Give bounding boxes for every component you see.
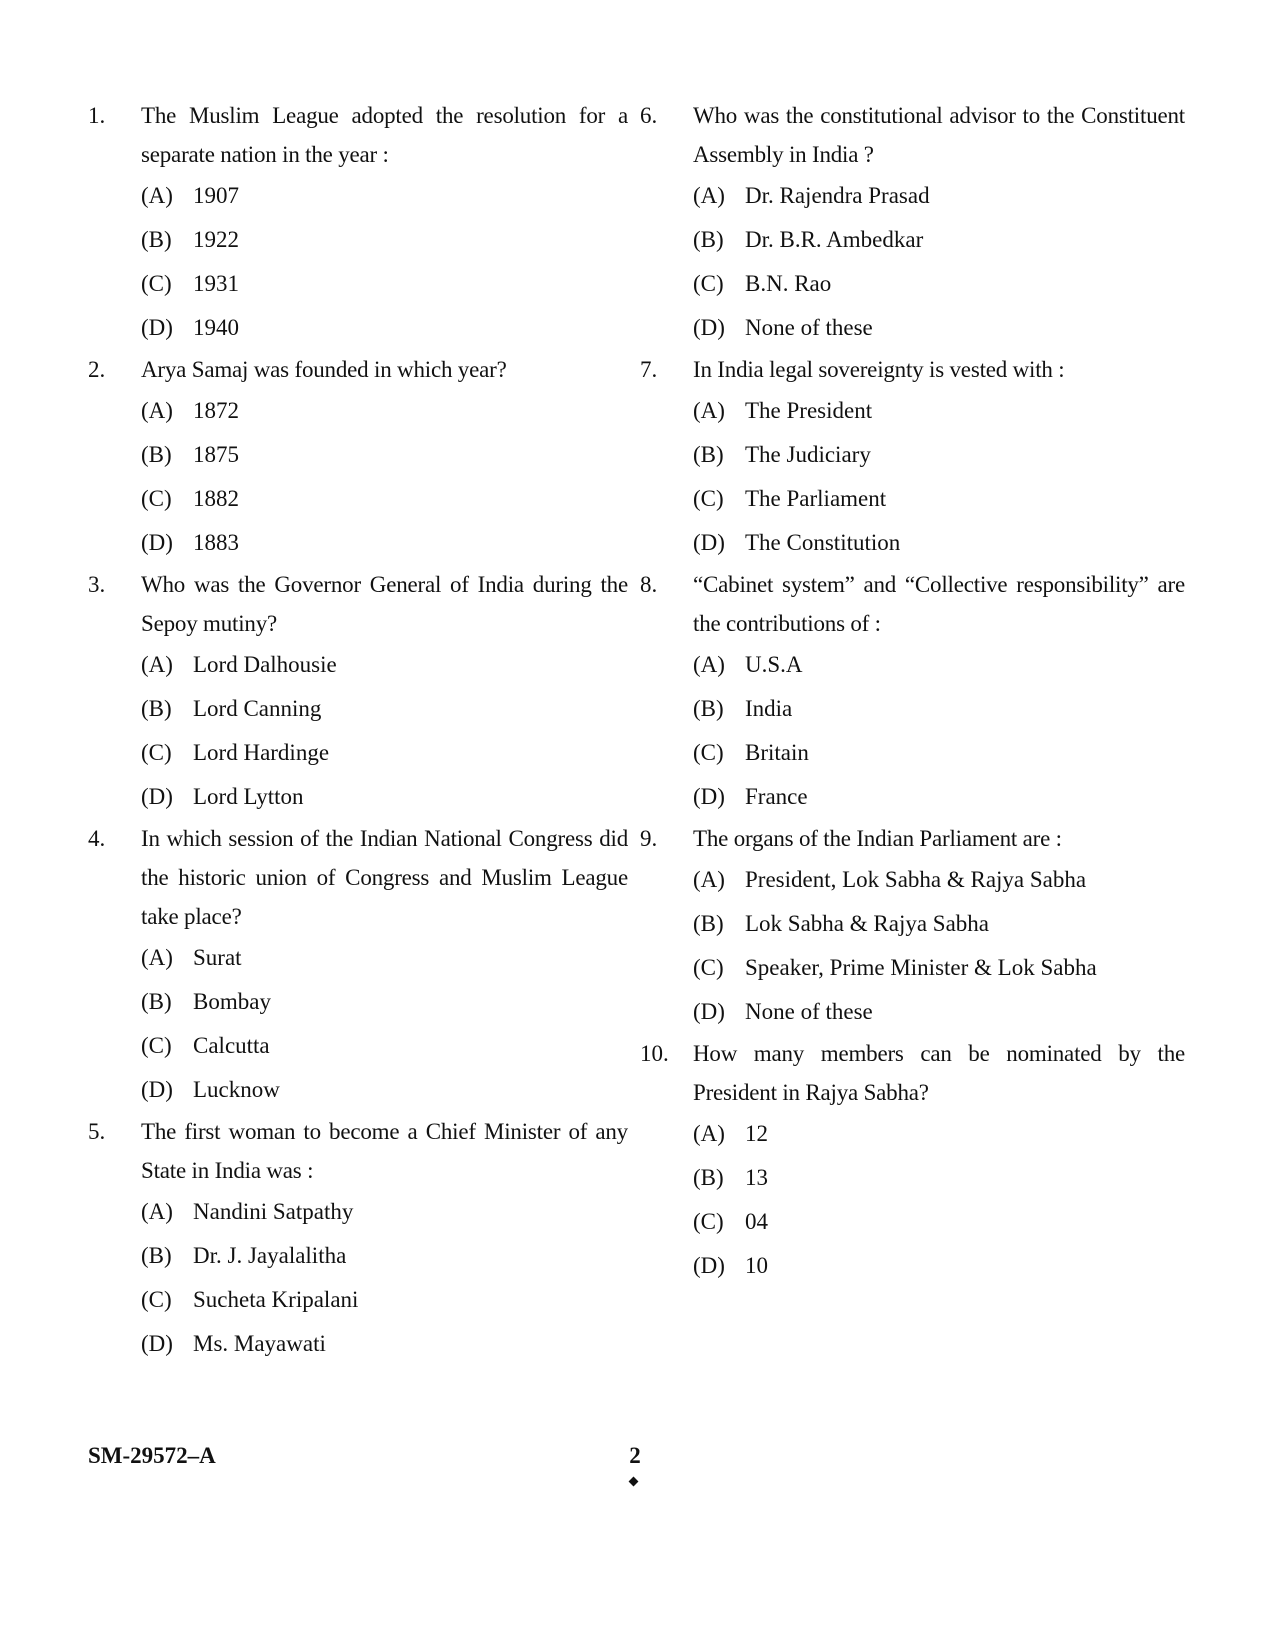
option-label: (B) [693, 696, 724, 721]
option-label: (B) [141, 989, 172, 1014]
question-text: In India legal sovereignty is vested with : [693, 357, 1065, 382]
option-text: 1940 [193, 315, 239, 340]
option-label: (D) [693, 999, 725, 1024]
option-label: (A) [141, 945, 173, 970]
question-1 [88, 96, 628, 350]
option-text: Surat [193, 945, 242, 970]
option-text: India [745, 696, 793, 721]
option-label: (D) [693, 784, 725, 809]
question-text: The organs of the Indian Parliament are : [693, 826, 1062, 851]
option-d [693, 1244, 1185, 1288]
option-d [693, 521, 1185, 565]
option-text: 1882 [193, 486, 239, 511]
option-label: (D) [141, 530, 173, 555]
option-list [693, 858, 1185, 1034]
option-label: (D) [693, 530, 725, 555]
question-9 [640, 819, 1185, 1034]
exam-code: SM-29572–A [88, 1443, 216, 1468]
option-text: Lord Hardinge [193, 740, 330, 765]
option-label: (C) [693, 955, 724, 980]
option-c [141, 1024, 628, 1068]
option-label: (D) [141, 1077, 173, 1102]
option-d [141, 521, 628, 565]
option-text: Ms. Mayawati [193, 1331, 326, 1356]
option-label: (B) [693, 911, 724, 936]
question-5 [88, 1112, 628, 1366]
question-number: 1. [88, 103, 106, 128]
option-text: Bombay [193, 989, 271, 1014]
option-text: B.N. Rao [745, 271, 832, 296]
option-b [141, 980, 628, 1024]
option-c [693, 262, 1185, 306]
option-label: (C) [693, 740, 724, 765]
option-a [693, 174, 1185, 218]
question-7 [640, 350, 1185, 565]
option-a [141, 174, 628, 218]
option-text: Lord Dalhousie [193, 652, 337, 677]
option-a [693, 389, 1185, 433]
question-text: In which session of the Indian National Congress did the historic union of Congress and Muslim League take place? [141, 826, 628, 929]
option-text: The Constitution [745, 530, 901, 555]
option-label: (A) [141, 183, 173, 208]
option-text: The President [745, 398, 873, 423]
question-number: 6. [640, 103, 658, 128]
diamond-icon [629, 1477, 639, 1487]
option-label: (C) [141, 1033, 172, 1058]
option-list [141, 936, 628, 1112]
option-b [141, 218, 628, 262]
option-label: (D) [693, 1253, 725, 1278]
option-d [141, 775, 628, 819]
option-b [693, 687, 1185, 731]
option-text: Lord Canning [193, 696, 322, 721]
option-b [141, 1234, 628, 1278]
option-text: Britain [745, 740, 809, 765]
option-text: 1875 [193, 442, 239, 467]
option-d [693, 775, 1185, 819]
option-list [693, 174, 1185, 350]
option-label: (C) [141, 1287, 172, 1312]
option-list [141, 1190, 628, 1366]
option-text: 04 [745, 1209, 768, 1234]
option-b [141, 687, 628, 731]
question-number: 7. [640, 357, 658, 382]
option-label: (D) [141, 1331, 173, 1356]
option-text: Dr. J. Jayalalitha [193, 1243, 347, 1268]
option-label: (B) [693, 442, 724, 467]
option-text: Lord Lytton [193, 784, 304, 809]
question-text: The Muslim League adopted the resolution for a separate nation in the year : [141, 103, 628, 167]
option-text: 1883 [193, 530, 239, 555]
option-label: (A) [693, 1121, 725, 1146]
option-d [693, 306, 1185, 350]
option-text: 1872 [193, 398, 239, 423]
option-list [141, 389, 628, 565]
option-b [693, 902, 1185, 946]
option-text: 12 [745, 1121, 768, 1146]
option-label: (B) [693, 1165, 724, 1190]
question-10 [640, 1034, 1185, 1288]
option-text: 1931 [193, 271, 239, 296]
option-d [141, 1322, 628, 1366]
option-list [693, 1112, 1185, 1288]
option-text: President, Lok Sabha & Rajya Sabha [745, 867, 1087, 892]
option-label: (D) [141, 784, 173, 809]
right-column [640, 96, 1185, 1288]
option-a [693, 643, 1185, 687]
option-label: (C) [141, 271, 172, 296]
option-a [141, 389, 628, 433]
left-column [88, 96, 628, 1366]
question-number: 5. [88, 1119, 106, 1144]
option-a [693, 1112, 1185, 1156]
question-text: The first woman to become a Chief Minister of any State in India was : [141, 1119, 628, 1183]
option-label: (A) [693, 183, 725, 208]
option-text: Dr. Rajendra Prasad [745, 183, 930, 208]
option-text: U.S.A [745, 652, 803, 677]
question-number: 8. [640, 572, 658, 597]
question-text: Arya Samaj was founded in which year? [141, 357, 507, 382]
option-label: (A) [693, 398, 725, 423]
option-label: (B) [141, 442, 172, 467]
question-4 [88, 819, 628, 1112]
question-number: 4. [88, 826, 106, 851]
option-b [693, 433, 1185, 477]
option-c [141, 731, 628, 775]
option-a [141, 643, 628, 687]
option-text: 1907 [193, 183, 239, 208]
question-text: Who was the constitutional advisor to the Constituent Assembly in India ? [693, 103, 1185, 167]
option-label: (B) [141, 696, 172, 721]
option-c [693, 731, 1185, 775]
option-text: The Parliament [745, 486, 887, 511]
option-label: (B) [141, 227, 172, 252]
option-a [693, 858, 1185, 902]
option-text: Calcutta [193, 1033, 270, 1058]
option-label: (C) [693, 486, 724, 511]
question-number: 2. [88, 357, 106, 382]
question-text: Who was the Governor General of India during the Sepoy mutiny? [141, 572, 628, 636]
option-c [141, 477, 628, 521]
option-d [693, 990, 1185, 1034]
option-label: (D) [693, 315, 725, 340]
option-list [693, 389, 1185, 565]
option-text: None of these [745, 315, 873, 340]
question-6 [640, 96, 1185, 350]
option-d [141, 1068, 628, 1112]
option-text: 10 [745, 1253, 768, 1278]
option-list [141, 174, 628, 350]
option-text: Speaker, Prime Minister & Lok Sabha [745, 955, 1097, 980]
option-text: 1922 [193, 227, 239, 252]
option-label: (D) [141, 315, 173, 340]
question-number: 3. [88, 572, 106, 597]
option-b [693, 218, 1185, 262]
option-label: (A) [141, 652, 173, 677]
option-text: The Judiciary [745, 442, 871, 467]
question-text: How many members can be nominated by the President in Rajya Sabha? [693, 1041, 1185, 1105]
option-text: Sucheta Kripalani [193, 1287, 359, 1312]
option-text: France [745, 784, 808, 809]
option-d [141, 306, 628, 350]
option-label: (B) [141, 1243, 172, 1268]
option-label: (A) [141, 1199, 173, 1224]
option-b [693, 1156, 1185, 1200]
option-c [141, 1278, 628, 1322]
option-text: Lucknow [193, 1077, 280, 1102]
question-3 [88, 565, 628, 819]
option-a [141, 936, 628, 980]
option-text: Lok Sabha & Rajya Sabha [745, 911, 990, 936]
option-label: (A) [693, 867, 725, 892]
option-label: (A) [693, 652, 725, 677]
option-text: Dr. B.R. Ambedkar [745, 227, 924, 252]
question-8 [640, 565, 1185, 819]
question-number: 10. [640, 1041, 669, 1066]
option-label: (C) [693, 1209, 724, 1234]
option-text: None of these [745, 999, 873, 1024]
option-c [693, 1200, 1185, 1244]
option-label: (C) [693, 271, 724, 296]
page-number: 2 [629, 1443, 641, 1468]
option-label: (C) [141, 486, 172, 511]
option-label: (B) [693, 227, 724, 252]
option-a [141, 1190, 628, 1234]
question-number: 9. [640, 826, 658, 851]
option-c [141, 262, 628, 306]
option-list [141, 643, 628, 819]
question-text: “Cabinet system” and “Collective responsibility” are the contributions of : [693, 572, 1185, 636]
question-2 [88, 350, 628, 565]
option-b [141, 433, 628, 477]
option-text: 13 [745, 1165, 768, 1190]
option-label: (A) [141, 398, 173, 423]
option-c [693, 946, 1185, 990]
option-c [693, 477, 1185, 521]
option-list [693, 643, 1185, 819]
option-text: Nandini Satpathy [193, 1199, 354, 1224]
option-label: (C) [141, 740, 172, 765]
